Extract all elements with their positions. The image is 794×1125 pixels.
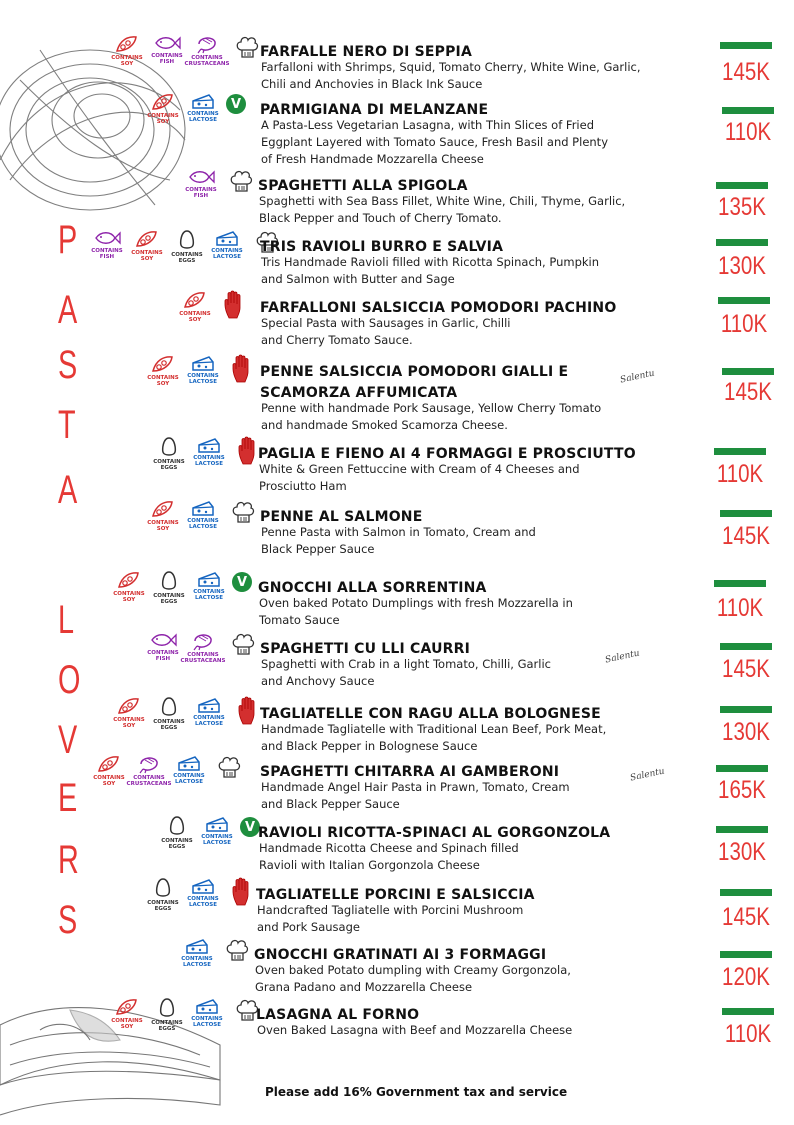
salentu-mark: Salentu	[604, 648, 641, 666]
fish-icon	[146, 631, 180, 662]
allergen-label: CONTAINS SOY	[93, 775, 125, 787]
price-bar	[720, 951, 772, 958]
soy-icon	[92, 754, 126, 787]
item-name: GNOCCHI GRATINATI AI 3 FORMAGGI	[254, 947, 547, 963]
item-price: 145K	[722, 903, 770, 931]
title-letter: T	[58, 403, 76, 447]
allergen-label: CONTAINS LACTOSE	[193, 455, 225, 467]
fish-icon	[184, 168, 218, 199]
price-bar	[720, 706, 772, 713]
price-bar	[716, 239, 768, 246]
item-price: 145K	[724, 378, 772, 406]
item-name: PAGLIA E FIENO AI 4 FORMAGGI E PROSCIUTTO	[258, 446, 636, 462]
eggs-icon	[152, 696, 186, 731]
price-bar	[716, 826, 768, 833]
vegetarian-icon: V	[226, 94, 246, 114]
item-description: Oven Baked Lasagna with Beef and Mozzarella Cheese	[257, 1023, 573, 1037]
price-bar	[722, 1008, 774, 1015]
allergen-icons	[178, 290, 252, 323]
eggs-icon	[152, 570, 186, 605]
item-name: GNOCCHI ALLA SORRENTINA	[258, 580, 487, 596]
lactose-icon	[192, 696, 226, 727]
allergen-label: CONTAINS SOY	[111, 1018, 143, 1030]
lactose-icon	[186, 354, 220, 385]
item-description: Tris Handmade Ravioli filled with Ricotta Spinach, Pumpkin and Salmon with Butter and Sage	[261, 255, 600, 286]
lactose-icon	[190, 997, 224, 1028]
title-letter: R	[58, 838, 79, 882]
allergen-label: CONTAINS EGGS	[171, 252, 203, 264]
allergen-label: CONTAINS LACTOSE	[187, 111, 219, 123]
title-letter: S	[58, 898, 78, 942]
hand-icon	[226, 877, 260, 907]
item-name: RAVIOLI RICOTTA-SPINACI AL GORGONZOLA	[258, 825, 611, 841]
price-bar	[716, 182, 768, 189]
item-price: 135K	[718, 193, 766, 221]
lactose-icon	[192, 570, 226, 601]
allergen-label: CONTAINS EGGS	[153, 593, 185, 605]
allergen-label: CONTAINS LACTOSE	[181, 956, 213, 968]
lactose-icon	[172, 754, 206, 785]
allergen-label: CONTAINS CRUSTACEANS	[180, 652, 226, 664]
allergen-label: CONTAINS LACTOSE	[193, 589, 225, 601]
lactose-icon	[186, 877, 220, 908]
fish-icon	[150, 34, 184, 65]
allergen-label: CONTAINS EGGS	[147, 900, 179, 912]
item-name: SPAGHETTI CU LLI CAURRI	[260, 641, 471, 657]
item-name: TRIS RAVIOLI BURRO E SALVIA	[260, 239, 504, 255]
eggs-icon	[150, 997, 184, 1032]
item-price: 165K	[718, 776, 766, 804]
allergen-label: CONTAINS SOY	[113, 591, 145, 603]
item-description: Penne with handmade Pork Sausage, Yellow Cherry Tomato and handmade Smoked Scamorza Cheese.	[261, 401, 602, 432]
hand-icon	[218, 290, 252, 320]
allergen-label: CONTAINS SOY	[179, 311, 211, 323]
soy-icon	[146, 499, 180, 532]
title-letter: L	[58, 598, 75, 642]
item-description: Handmade Ricotta Cheese and Spinach filled Ravioli with Italian Gorgonzola Cheese	[259, 841, 519, 872]
item-description: Oven baked Potato Dumplings with fresh Mozzarella in Tomato Sauce	[259, 596, 573, 627]
item-name: TAGLIATELLE PORCINI E SALSICCIA	[256, 887, 535, 903]
chef-icon	[224, 168, 258, 194]
allergen-icons	[184, 168, 258, 199]
allergen-label: CONTAINS LACTOSE	[211, 248, 243, 260]
allergen-label: CONTAINS FISH	[91, 248, 123, 260]
item-price: 145K	[722, 655, 770, 683]
allergen-label: CONTAINS FISH	[147, 650, 179, 662]
item-price: 110K	[724, 118, 772, 146]
allergen-label: CONTAINS LACTOSE	[201, 834, 233, 846]
allergen-icons	[146, 877, 260, 912]
allergen-label: CONTAINS SOY	[147, 375, 179, 387]
item-description: Oven baked Potato dumpling with Creamy Gorgonzola, Grana Padano and Mozzarella Cheese	[255, 963, 571, 994]
lactose-icon	[180, 937, 214, 968]
title-letter: A	[58, 468, 78, 512]
soy-icon	[112, 570, 146, 603]
item-name: TAGLIATELLE CON RAGU ALLA BOLOGNESE	[260, 706, 601, 722]
crustaceans-icon	[184, 34, 230, 67]
price-bar	[714, 580, 766, 587]
allergen-icons	[146, 499, 260, 532]
item-description: A Pasta-Less Vegetarian Lasagna, with Thin Slices of Fried Eggplant Layered with Tomato Sauce, Fresh Basil and Plenty of Fresh Handmade Mozzarella Cheese	[261, 118, 608, 166]
allergen-icons	[92, 754, 246, 787]
allergen-icons	[146, 631, 260, 664]
chef-icon	[226, 631, 260, 657]
item-description: Spaghetti with Crab in a light Tomato, Chilli, Garlic and Anchovy Sauce	[261, 657, 551, 688]
item-name: PENNE SALSICCIA POMODORI GIALLI E SCAMORZA AFFUMICATA	[260, 364, 569, 401]
item-price: 110K	[724, 1020, 772, 1048]
item-description: Handmade Angel Hair Pasta in Prawn, Tomato, Cream and Black Pepper Sauce	[261, 780, 570, 811]
item-description: White & Green Fettuccine with Cream of 4 Cheeses and Prosciutto Ham	[259, 462, 580, 493]
price-bar	[720, 510, 772, 517]
item-name: SPAGHETTI ALLA SPIGOLA	[258, 178, 468, 194]
lactose-icon	[186, 92, 220, 123]
item-price: 110K	[716, 460, 764, 488]
allergen-icons	[90, 229, 284, 264]
allergen-label: CONTAINS LACTOSE	[187, 373, 219, 385]
eggs-icon	[170, 229, 204, 264]
allergen-label: CONTAINS LACTOSE	[191, 1016, 223, 1028]
hand-icon	[226, 354, 260, 384]
item-price: 120K	[722, 963, 770, 991]
crustaceans-icon	[180, 631, 226, 664]
allergen-icons	[146, 354, 260, 387]
lactose-icon	[186, 499, 220, 530]
lactose-icon	[200, 815, 234, 846]
lactose-icon	[210, 229, 244, 260]
eggs-icon	[160, 815, 194, 850]
price-bar	[720, 42, 772, 49]
item-description: Handcrafted Tagliatelle with Porcini Mushroom and Pork Sausage	[257, 903, 524, 934]
chef-icon	[220, 937, 254, 963]
allergen-label: CONTAINS EGGS	[151, 1020, 183, 1032]
salentu-mark: Salentu	[629, 766, 666, 784]
allergen-label: CONTAINS LACTOSE	[187, 518, 219, 530]
soy-icon	[110, 34, 144, 67]
item-name: PENNE AL SALMONE	[260, 509, 423, 525]
item-name: LASAGNA AL FORNO	[256, 1007, 420, 1023]
title-letter: O	[58, 658, 81, 702]
soy-icon	[146, 92, 180, 125]
item-description: Handmade Tagliatelle with Traditional Lean Beef, Pork Meat, and Black Pepper in Bolognese Sauce	[261, 722, 607, 753]
soy-icon	[112, 696, 146, 729]
soy-icon	[146, 354, 180, 387]
title-letter: A	[58, 288, 78, 332]
item-price: 130K	[722, 718, 770, 746]
allergen-icons	[112, 570, 252, 605]
vegetarian-icon: V	[240, 817, 260, 837]
allergen-label: CONTAINS LACTOSE	[187, 896, 219, 908]
item-price: 110K	[716, 594, 764, 622]
allergen-label: CONTAINS EGGS	[153, 459, 185, 471]
allergen-label: CONTAINS SOY	[147, 520, 179, 532]
price-bar	[722, 107, 774, 114]
item-description: Special Pasta with Sausages in Garlic, Chilli and Cherry Tomato Sauce.	[261, 316, 511, 347]
item-description: Penne Pasta with Salmon in Tomato, Cream and Black Pepper Sauce	[261, 525, 536, 556]
item-price: 130K	[718, 838, 766, 866]
title-letter: E	[58, 776, 78, 820]
eggs-icon	[146, 877, 180, 912]
price-bar	[716, 765, 768, 772]
salentu-mark: Salentu	[619, 368, 656, 386]
eggs-icon	[152, 436, 186, 471]
item-price: 110K	[720, 310, 768, 338]
chef-icon	[230, 34, 264, 60]
allergen-label: CONTAINS SOY	[131, 250, 163, 262]
allergen-icons	[180, 937, 254, 968]
allergen-label: CONTAINS FISH	[151, 53, 183, 65]
soy-icon	[110, 997, 144, 1030]
allergen-icons	[146, 92, 246, 125]
allergen-label: CONTAINS CRUSTACEANS	[126, 775, 172, 787]
price-bar	[718, 297, 770, 304]
allergen-label: CONTAINS LACTOSE	[173, 773, 205, 785]
item-description: Spaghetti with Sea Bass Fillet, White Wine, Chili, Thyme, Garlic, Black Pepper and Touch of Cherry Tomato.	[259, 194, 626, 225]
chef-icon	[212, 754, 246, 780]
vegetarian-icon: V	[232, 572, 252, 592]
item-name: PARMIGIANA DI MELANZANE	[260, 102, 489, 118]
item-price: 145K	[722, 58, 770, 86]
title-letter: P	[58, 218, 78, 262]
allergen-icons	[110, 34, 264, 67]
allergen-label: CONTAINS SOY	[111, 55, 143, 67]
price-bar	[720, 643, 772, 650]
soy-icon	[130, 229, 164, 262]
allergen-icons	[112, 696, 266, 731]
crustaceans-icon	[126, 754, 172, 787]
item-price: 145K	[722, 522, 770, 550]
item-description: Farfalloni with Shrimps, Squid, Tomato Cherry, White Wine, Garlic, Chili and Anchovies in Black Ink Sauce	[261, 60, 641, 91]
allergen-label: CONTAINS EGGS	[161, 838, 193, 850]
allergen-label: CONTAINS EGGS	[153, 719, 185, 731]
title-letter: S	[58, 343, 78, 387]
allergen-icons	[160, 815, 260, 850]
item-name: FARFALLE NERO DI SEPPIA	[260, 44, 472, 60]
allergen-label: CONTAINS FISH	[185, 187, 217, 199]
price-bar	[720, 889, 772, 896]
allergen-label: CONTAINS SOY	[147, 113, 179, 125]
fish-icon	[90, 229, 124, 260]
title-letter: V	[58, 718, 78, 762]
lactose-icon	[192, 436, 226, 467]
price-bar	[722, 368, 774, 375]
item-name: SPAGHETTI CHITARRA AI GAMBERONI	[260, 764, 560, 780]
price-bar	[714, 448, 766, 455]
item-name: FARFALLONI SALSICCIA POMODORI PACHINO	[260, 300, 617, 316]
allergen-label: CONTAINS SOY	[113, 717, 145, 729]
soy-icon	[178, 290, 212, 323]
chef-icon	[226, 499, 260, 525]
tax-note: Please add 16% Government tax and service	[265, 1085, 568, 1099]
allergen-label: CONTAINS CRUSTACEANS	[184, 55, 230, 67]
allergen-icons	[152, 436, 266, 471]
allergen-icons	[110, 997, 264, 1032]
item-price: 130K	[718, 252, 766, 280]
allergen-label: CONTAINS LACTOSE	[193, 715, 225, 727]
